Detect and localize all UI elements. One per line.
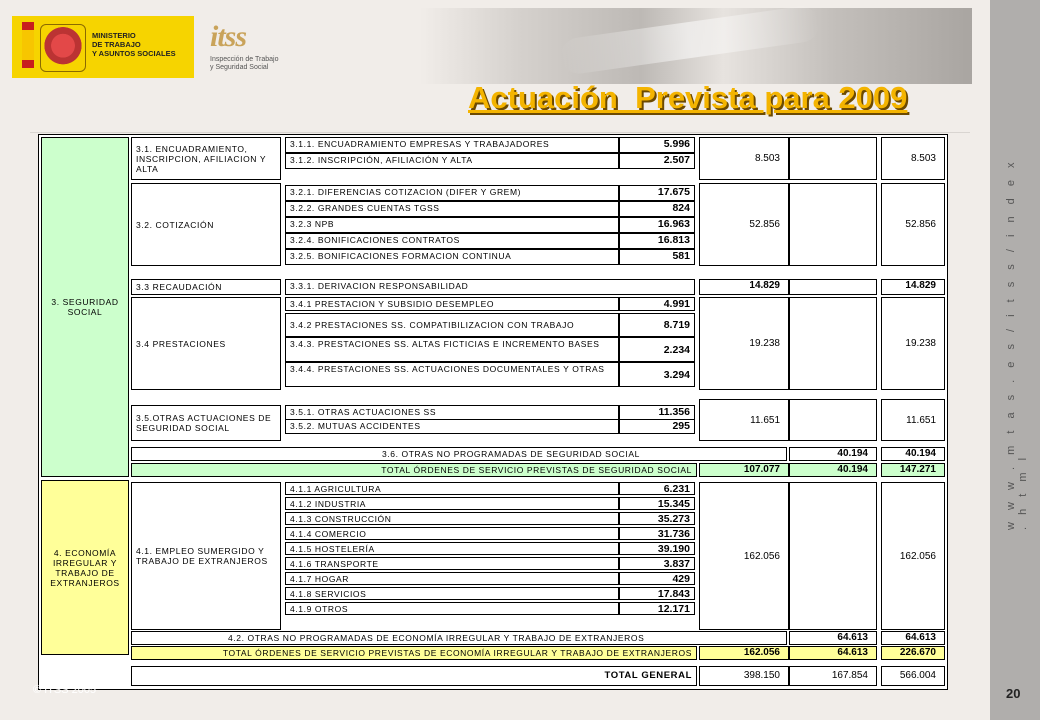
category-irregular-economy: 4. ECONOMÍA IRREGULAR Y TRABAJO DE EXTRANJEROS bbox=[41, 480, 129, 655]
item-label: 4.1.6 TRANSPORTE bbox=[285, 557, 619, 570]
subtotal: 52.856 bbox=[699, 183, 789, 266]
item-label: 3.4.3. PRESTACIONES SS. ALTAS FICTICIAS E INCREMENTO BASES bbox=[285, 337, 619, 362]
item-value: 15.345 bbox=[619, 497, 695, 510]
item-label: 3.1.1. ENCUADRAMIENTO EMPRESAS Y TRABAJADORES bbox=[285, 137, 619, 153]
subtotal: 19.238 bbox=[699, 297, 789, 390]
itss-logo: itss bbox=[210, 20, 247, 53]
item-value: 3.837 bbox=[619, 557, 695, 570]
item-value: 31.736 bbox=[619, 527, 695, 540]
item-label: 3.4.2 PRESTACIONES SS. COMPATIBILIZACION CON TRABAJO bbox=[285, 313, 619, 337]
item-value: 35.273 bbox=[619, 512, 695, 525]
item-label: 3.2.5. BONIFICACIONES FORMACION CONTINUA bbox=[285, 249, 619, 265]
item-value: 5.996 bbox=[619, 137, 695, 153]
empty-cell bbox=[789, 399, 877, 441]
item-label: 4.1.4 COMERCIO bbox=[285, 527, 619, 540]
item-label: 3.2.4. BONIFICACIONES CONTRATOS bbox=[285, 233, 619, 249]
flag-icon bbox=[22, 30, 34, 60]
divider bbox=[30, 132, 970, 133]
item-label: 3.5.1. OTRAS ACTUACIONES SS bbox=[285, 405, 619, 420]
subtotal: 8.503 bbox=[699, 137, 789, 180]
item-label: 3.1.2. INSCRIPCIÓN, AFILIACIÓN Y ALTA bbox=[285, 153, 619, 169]
item-value: 12.171 bbox=[619, 602, 695, 615]
item-label: 4.1.1 AGRICULTURA bbox=[285, 482, 619, 495]
item-value: 6.231 bbox=[619, 482, 695, 495]
ss-total-programmed: 107.077 bbox=[699, 463, 789, 477]
item-value: 581 bbox=[619, 249, 695, 265]
eco-total-label: TOTAL ÓRDENES DE SERVICIO PREVISTAS DE ECONOMÍA IRREGULAR Y TRABAJO DE EXTRANJEROS bbox=[131, 646, 697, 660]
eco-total: 226.670 bbox=[881, 646, 945, 660]
copyright: © ITSS 2005 bbox=[33, 684, 97, 696]
planned-actions-table bbox=[38, 134, 948, 690]
page-title: Actuación Prevista para 2009 bbox=[468, 80, 908, 115]
subtotal: 11.651 bbox=[699, 399, 789, 441]
item-value: 2.507 bbox=[619, 153, 695, 169]
grand-total-programmed: 398.150 bbox=[699, 666, 789, 686]
other-value: 40.194 bbox=[789, 447, 877, 461]
other-unprogrammed-label: 3.6. OTRAS NO PROGRAMADAS DE SEGURIDAD SOCIAL bbox=[131, 447, 787, 461]
row-total: 64.613 bbox=[881, 631, 945, 645]
subcategory-label: 3.4 PRESTACIONES bbox=[131, 297, 281, 390]
item-value: 429 bbox=[619, 572, 695, 585]
row-total: 162.056 bbox=[881, 482, 945, 630]
empty-cell bbox=[789, 137, 877, 180]
other-value: 64.613 bbox=[789, 631, 877, 645]
grand-total-label: TOTAL GENERAL bbox=[131, 666, 697, 686]
page-number: 20 bbox=[1006, 686, 1021, 701]
item-value: 8.719 bbox=[619, 313, 695, 337]
item-label: 4.1.3 CONSTRUCCIÓN bbox=[285, 512, 619, 525]
subcategory-label: 3.5.OTRAS ACTUACIONES DE SEGURIDAD SOCIAL bbox=[131, 405, 281, 441]
item-value: 4.991 bbox=[619, 297, 695, 311]
item-label: 3.2.2. GRANDES CUENTAS TGSS bbox=[285, 201, 619, 217]
item-value: 39.190 bbox=[619, 542, 695, 555]
grand-total: 566.004 bbox=[881, 666, 945, 686]
empty-cell bbox=[789, 482, 877, 630]
flag-icon bbox=[22, 60, 34, 68]
eco-total-programmed: 162.056 bbox=[699, 646, 789, 660]
row-total: 14.829 bbox=[881, 279, 945, 295]
subcategory-label: 3.2. COTIZACIÓN bbox=[131, 183, 281, 266]
category-social-security: 3. SEGURIDAD SOCIAL bbox=[41, 137, 129, 477]
row-total: 8.503 bbox=[881, 137, 945, 180]
item-label: 3.5.2. MUTUAS ACCIDENTES bbox=[285, 419, 619, 434]
item-value: 16.963 bbox=[619, 217, 695, 233]
ss-total: 147.271 bbox=[881, 463, 945, 477]
eco-total-other: 64.613 bbox=[789, 646, 877, 660]
empty-cell bbox=[789, 183, 877, 266]
item-value: 17.675 bbox=[619, 185, 695, 201]
itss-subtitle: Inspección de Trabajo y Seguridad Social bbox=[210, 56, 279, 71]
item-label: 3.3.1. DERIVACION RESPONSABILIDAD bbox=[285, 279, 695, 295]
coat-of-arms-icon bbox=[40, 24, 86, 72]
site-url: w w w . m t a s . e s / i t s s / i n d e x . h t m l bbox=[1005, 158, 1029, 530]
other-unprogrammed-label: 4.2. OTRAS NO PROGRAMADAS DE ECONOMÍA IRREGULAR Y TRABAJO DE EXTRANJEROS bbox=[131, 631, 787, 645]
grand-total-other: 167.854 bbox=[789, 666, 877, 686]
subtotal: 162.056 bbox=[699, 482, 789, 630]
ministry-name: MINISTERIO DE TRABAJO Y ASUNTOS SOCIALES bbox=[92, 31, 176, 58]
item-label: 4.1.5 HOSTELERÍA bbox=[285, 542, 619, 555]
item-label: 3.4.4. PRESTACIONES SS. ACTUACIONES DOCUMENTALES Y OTRAS bbox=[285, 362, 619, 387]
subcategory-label: 3.3 RECAUDACIÓN bbox=[131, 279, 281, 295]
item-label: 3.2.3 NPB bbox=[285, 217, 619, 233]
item-label: 4.1.2 INDUSTRIA bbox=[285, 497, 619, 510]
item-value: 16.813 bbox=[619, 233, 695, 249]
subtotal: 14.829 bbox=[699, 279, 789, 295]
item-value: 824 bbox=[619, 201, 695, 217]
ss-total-label: TOTAL ÓRDENES DE SERVICIO PREVISTAS DE SEGURIDAD SOCIAL bbox=[131, 463, 697, 477]
row-total: 11.651 bbox=[881, 399, 945, 441]
item-label: 4.1.9 OTROS bbox=[285, 602, 619, 615]
item-value: 17.843 bbox=[619, 587, 695, 600]
row-total: 40.194 bbox=[881, 447, 945, 461]
item-value: 3.294 bbox=[619, 362, 695, 387]
item-value: 295 bbox=[619, 419, 695, 434]
subcategory-label: 4.1. EMPLEO SUMERGIDO Y TRABAJO DE EXTRANJEROS bbox=[131, 482, 281, 630]
row-total: 19.238 bbox=[881, 297, 945, 390]
empty-cell bbox=[789, 279, 877, 295]
empty-cell bbox=[789, 297, 877, 390]
subcategory-label: 3.1. ENCUADRAMIENTO, INSCRIPCION, AFILIACION Y ALTA bbox=[131, 137, 281, 180]
item-label: 3.4.1 PRESTACION Y SUBSIDIO DESEMPLEO bbox=[285, 297, 619, 311]
ss-total-other: 40.194 bbox=[789, 463, 877, 477]
row-total: 52.856 bbox=[881, 183, 945, 266]
item-label: 3.2.1. DIFERENCIAS COTIZACION (DIFER Y GREM) bbox=[285, 185, 619, 201]
item-value: 2.234 bbox=[619, 337, 695, 362]
item-value: 11.356 bbox=[619, 405, 695, 420]
item-label: 4.1.7 HOGAR bbox=[285, 572, 619, 585]
flag-icon bbox=[22, 22, 34, 30]
item-label: 4.1.8 SERVICIOS bbox=[285, 587, 619, 600]
